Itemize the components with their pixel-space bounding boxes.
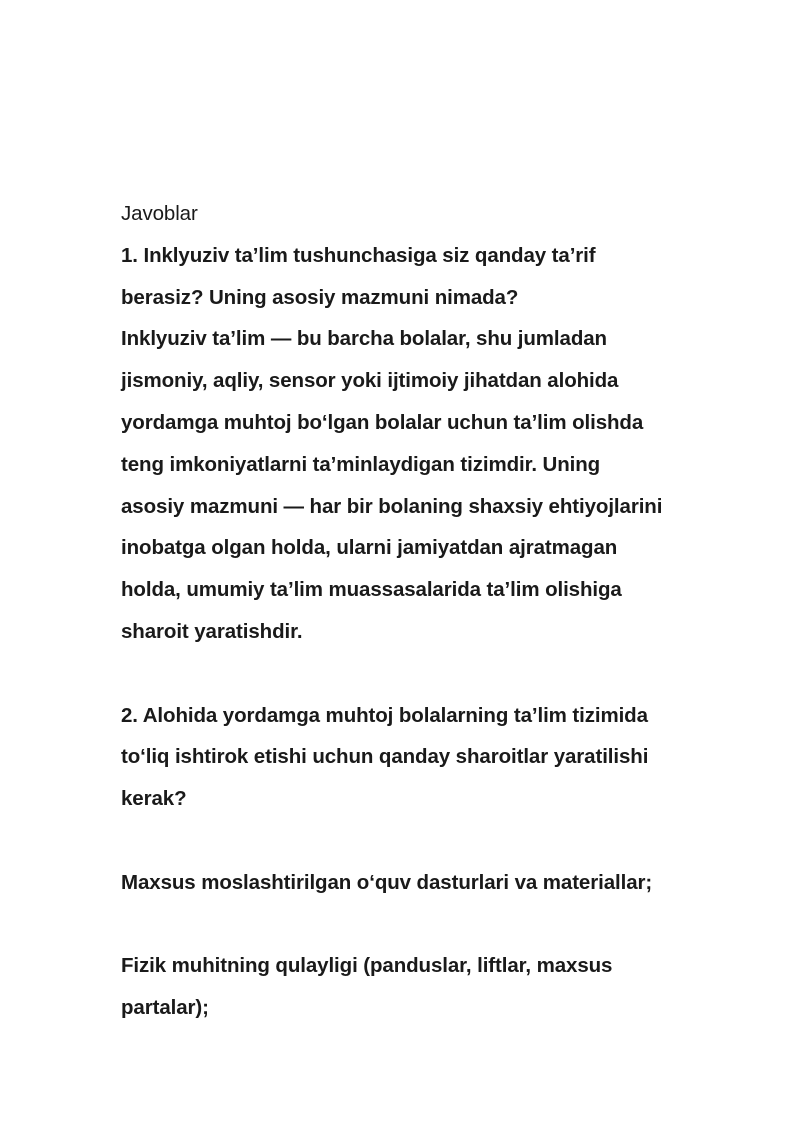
- answer-1-line-5: asosiy mazmuni — har bir bolaning shaxsiy ehtiyojlarini: [121, 494, 663, 518]
- answer-1-line-4: teng imkoniyatlarni ta’minlaydigan tizimdir. Uning: [121, 452, 601, 476]
- question-2-line-3: kerak?: [121, 787, 187, 811]
- condition-item-1: Maxsus moslashtirilgan o‘quv dasturlari va materiallar;: [121, 870, 653, 894]
- paragraph-gap: [121, 904, 691, 946]
- answer-1-line-1: Inklyuziv ta’lim — bu barcha bolalar, shu jumladan: [121, 327, 607, 351]
- answer-1-line-6: inobatga olgan holda, ularni jamiyatdan ajratmagan: [121, 536, 618, 560]
- answer-1-line-3: yordamga muhtoj bo‘lgan bolalar uchun ta’lim olishda: [121, 410, 644, 434]
- question-1-line-2: berasiz? Uning asosiy mazmuni nimada?: [121, 285, 519, 309]
- paragraph-gap: [121, 653, 691, 695]
- question-2-line-1: 2. Alohida yordamga muhtoj bolalarning ta’lim tizimida: [121, 703, 648, 727]
- answer-1-line-8: sharoit yaratishdir.: [121, 619, 303, 643]
- answer-1-line-2: jismoniy, aqliy, sensor yoki ijtimoiy jihatdan alohida: [121, 369, 619, 393]
- document-heading: Javoblar: [121, 202, 198, 225]
- question-2-line-2: to‘liq ishtirok etishi uchun qanday sharoitlar yaratilishi: [121, 745, 649, 769]
- condition-item-2-line-1: Fizik muhitning qulayligi (panduslar, liftlar, maxsus: [121, 954, 613, 978]
- answer-1-line-7: holda, umumiy ta’lim muassasalarida ta’lim olishiga: [121, 578, 622, 602]
- condition-item-2-line-2: partalar);: [121, 996, 209, 1020]
- question-1-line-1: 1. Inklyuziv ta’lim tushunchasiga siz qanday ta’rif: [121, 243, 596, 267]
- paragraph-gap: [121, 820, 691, 862]
- document-body: [121, 193, 691, 1029]
